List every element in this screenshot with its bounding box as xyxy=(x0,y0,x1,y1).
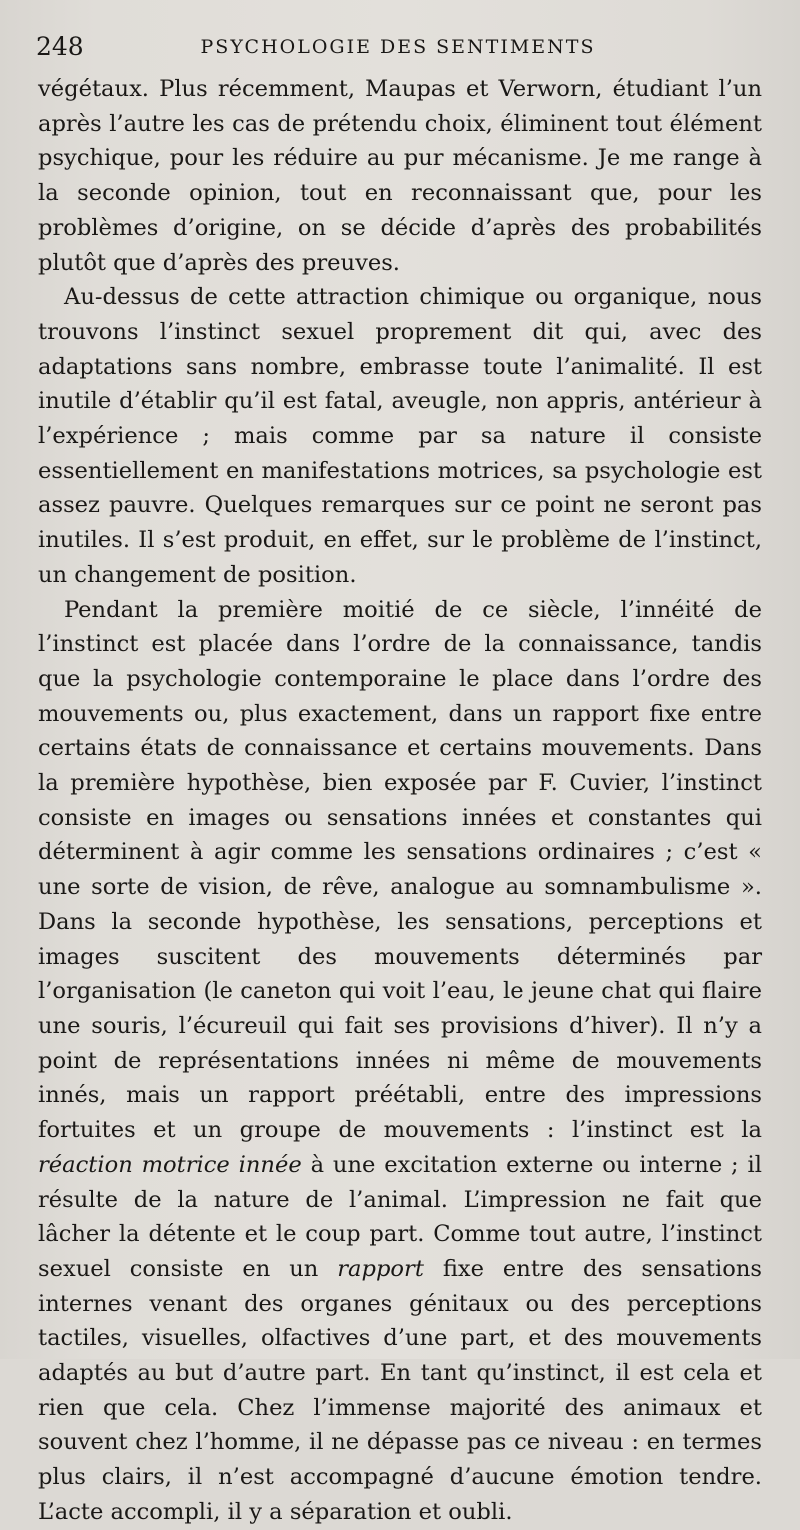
paragraph-text: Au-dessus de cette attraction chimique ou organique, nous trouvons l’instinct sexuel proprement dit qui, avec des adaptations sans nombre, embrasse toute l’animalité. Il est inutile d’établir qu’il est fatal, aveugle, non appris, antérieur à l’expérience ; mais comme par sa nature il consiste essentiellement en manifestations motrices, sa psychologie est assez pauvre. Quelques remarques sur ce point ne seront pas inutiles. Il s’est produit, en effet, sur le problème de l’instinct, un changement de position. xyxy=(38,284,762,588)
paragraph-instinct xyxy=(38,280,762,592)
italic-term: réaction motrice innée xyxy=(38,1151,302,1178)
paragraph-text: végétaux. Plus récemment, Maupas et Verworn, étudiant l’un après l’autre les cas de prétendu choix, éliminent tout élément psychique, pour les réduire au pur mécanisme. Je me range à la seconde opinion, tout en reconnaissant que, pour les problèmes d’origine, on se décide d’après des probabilités plutôt que d’après des preuves. xyxy=(38,76,762,276)
page-body xyxy=(38,72,762,1530)
paragraph-innateness xyxy=(38,593,762,1530)
italic-term: rapport xyxy=(337,1255,424,1282)
page-number: 248 xyxy=(36,32,84,61)
paragraph-text: à une excitation externe ou interne ; il résulte de la nature de l’animal. L’impression ne fait que lâcher la détente et le coup part. Comme tout autre, l’instinct sexuel consiste en un xyxy=(38,1151,762,1282)
paragraph-continuation xyxy=(38,72,762,280)
page-header xyxy=(36,32,760,66)
paragraph-text: Pendant la première moitié de ce siècle, l’innéité de l’instinct est placée dans l’ordre de la connaissance, tandis que la psychologie contemporaine le place dans l’ordre des mouvements ou, plus exactement, dans un rapport fixe entre certains états de connaissance et certains mouvements. Dans la première hypothèse, bien exposée par F. Cuvier, l’instinct consiste en images ou sensations innées et constantes qui déterminent à agir comme les sensations ordinaires ; c’est « une sorte de vision, de rêve, analogue au somnambulisme ». Dans la seconde hypothèse, les sensations, perceptions et images suscitent des mouvements déterminés par l’organisation (le caneton qui voit l’eau, le jeune chat qui flaire une souris, l’écureuil qui fait ses provisions d’hiver). Il n’y a point de représentations innées ni même de mouvements innés, mais un rapport préétabli, entre des impressions fortuites et un groupe de mouvements : l’instinct est la xyxy=(38,596,762,1144)
running-title: PSYCHOLOGIE DES SENTIMENTS xyxy=(200,36,596,58)
paragraph-text: fixe entre des sensations internes venant des organes génitaux ou des perceptions tactiles, visuelles, olfactives d’une part, et des mouvements adaptés au but d’autre part. En tant qu’instinct, il est cela et rien que cela. Chez l’immense majorité des animaux et souvent chez l’homme, il ne dépasse pas ce niveau : en termes plus clairs, il n’est accompagné d’aucune émotion tendre. L’acte accompli, il y a séparation et oubli. xyxy=(38,1255,762,1525)
